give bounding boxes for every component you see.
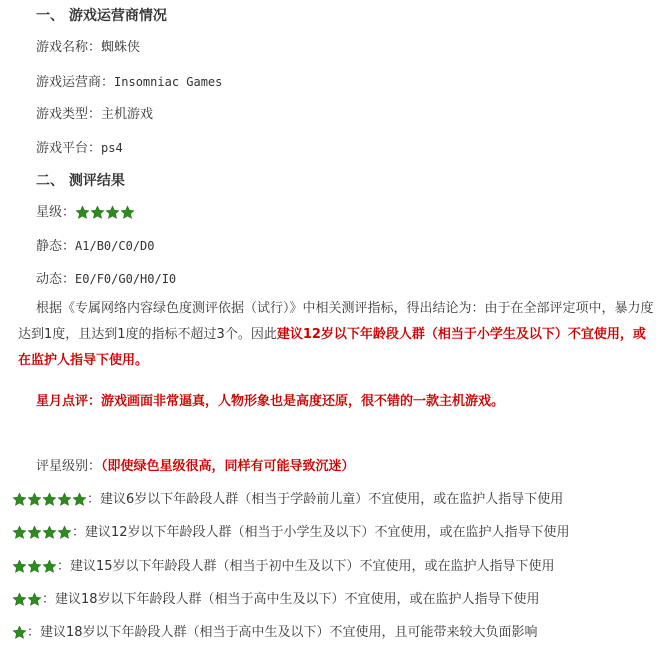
star-icon — [57, 492, 72, 507]
rating-level-row — [12, 557, 555, 577]
star-icon — [12, 492, 27, 507]
star-icon — [42, 525, 57, 540]
operator-label: 游戏运营商： — [36, 75, 115, 90]
star-icon — [27, 559, 42, 574]
platform-label: 游戏平台： — [36, 141, 102, 156]
rating-level-text: ：建议18岁以下年龄段人群（相当于高中生及以下）不宜使用，或在监护人指导下使用 — [42, 592, 540, 607]
star-icon — [105, 205, 120, 220]
rating-label: 星级： — [36, 205, 76, 220]
rating-levels-label: 评星级别： — [36, 459, 102, 474]
dynamic-value: E0/F0/G0/H0/I0 — [75, 272, 177, 286]
star-icon — [72, 492, 87, 507]
star-icon — [27, 525, 42, 540]
star-icon — [27, 592, 42, 607]
static-value: A1/B0/C0/D0 — [75, 239, 155, 253]
rating-level-stars — [12, 592, 42, 607]
conclusion-recommendation: 建议12岁以下年龄段人群（相当于小学生及以下）不宜使用，或在监护人指导下使用。 — [18, 327, 646, 368]
star-icon — [42, 492, 57, 507]
static-row — [36, 236, 155, 257]
star-icon — [90, 205, 105, 220]
editor-comment: 星月点评：游戏画面非常逼真，人物形象也是高度还原，很不错的一款主机游戏。 — [36, 394, 505, 409]
platform-row — [36, 138, 123, 159]
rating-levels-note: （即使绿色星级很高，同样有可能导致沉迷） — [101, 459, 355, 474]
conclusion-paragraph — [18, 296, 654, 374]
static-label: 静态： — [36, 239, 76, 254]
operator-value: Insomniac Games — [114, 75, 223, 89]
rating-level-stars — [12, 492, 87, 507]
star-icon — [27, 492, 42, 507]
platform-value: ps4 — [101, 141, 123, 155]
rating-level-text: ：建议15岁以下年龄段人群（相当于初中生及以下）不宜使用，或在监护人指导下使用 — [57, 559, 555, 574]
rating-level-row — [12, 623, 538, 643]
section-heading-result: 二、 测评结果 — [36, 173, 125, 189]
rating-level-stars — [12, 525, 72, 540]
game-name-label: 游戏名称： — [36, 40, 102, 55]
section-heading-operator: 一、 游戏运营商情况 — [36, 8, 167, 24]
rating-level-row — [12, 523, 570, 543]
rating-level-text: ：建议18岁以下年龄段人群（相当于高中生及以下）不宜使用，且可能带来较大负面影响 — [27, 625, 538, 640]
game-name-row — [36, 38, 140, 58]
rating-level-text: ：建议12岁以下年龄段人群（相当于小学生及以下）不宜使用，或在监护人指导下使用 — [72, 525, 570, 540]
conclusion-text: 根据《专属网络内容绿色度测评依据（试行）》中相关测评指标，得出结论为：由于在全部评定项中，暴力度达到1度，且达到1度的指标不超过3个。因此 — [18, 301, 654, 342]
rating-stars — [75, 205, 135, 220]
game-type-row — [36, 105, 153, 125]
game-type-value: 主机游戏 — [101, 107, 154, 122]
rating-level-stars — [12, 625, 27, 640]
star-icon — [12, 592, 27, 607]
star-icon — [12, 525, 27, 540]
rating-level-text: ：建议6岁以下年龄段人群（相当于学龄前儿童）不宜使用，或在监护人指导下使用 — [87, 492, 564, 507]
star-icon — [12, 625, 27, 640]
rating-row — [36, 203, 135, 223]
star-icon — [12, 559, 27, 574]
rating-level-stars — [12, 559, 57, 574]
game-name-value: 蜘蛛侠 — [101, 40, 141, 55]
rating-levels-header — [36, 457, 355, 477]
star-icon — [75, 205, 90, 220]
rating-level-row — [12, 490, 563, 510]
star-icon — [57, 525, 72, 540]
operator-row — [36, 72, 222, 93]
star-icon — [120, 205, 135, 220]
game-type-label: 游戏类型： — [36, 107, 102, 122]
dynamic-row — [36, 269, 176, 290]
star-icon — [42, 559, 57, 574]
rating-level-row — [12, 590, 540, 610]
dynamic-label: 动态： — [36, 272, 76, 287]
